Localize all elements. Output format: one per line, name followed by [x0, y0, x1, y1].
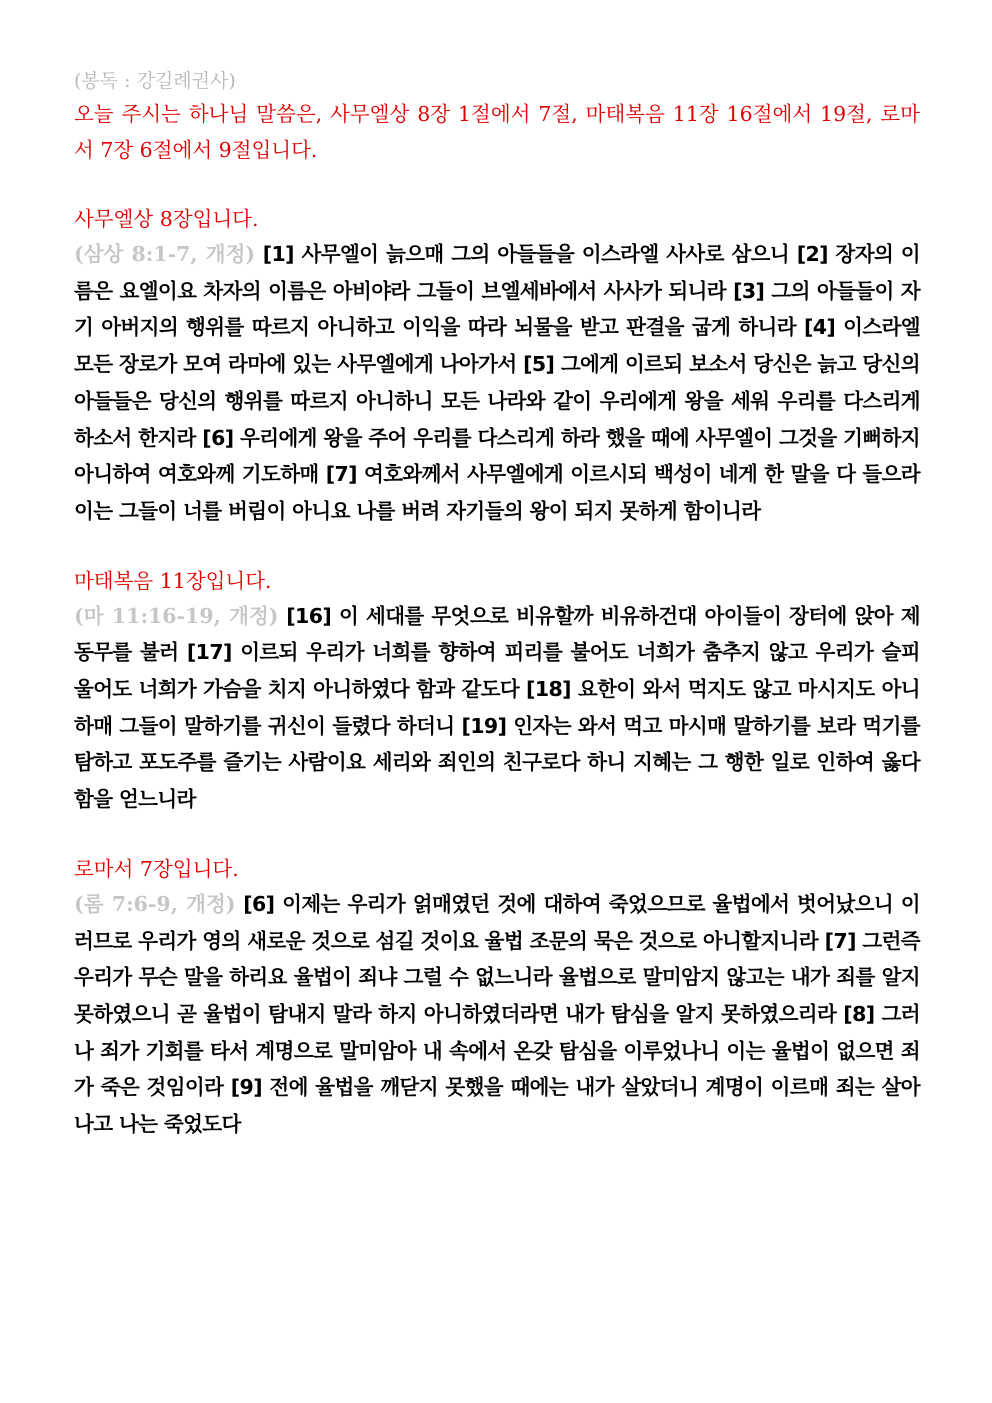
- verse-reference: (마 11:16-19, 개정): [74, 603, 279, 628]
- section-heading: 로마서 7장입니다.: [74, 856, 239, 881]
- verse-paragraph: [74, 236, 920, 530]
- intro-text: 오늘 주시는 하나님 말씀은, 사무엘상 8장 1절에서 7절, 마태복음 11장 16절에서 19절, 로마서 7장 6절에서 9절입니다.: [74, 102, 920, 162]
- verse-text: [16] 이 세대를 무엇으로 비유할까 비유하건대 아이들이 장터에 앉아 제 동무를 불러 [17] 이르되 우리가 너희를 향하여 피리를 불어도 너희가 춤추지 않고 우리가 슬피 울어도 너희가 가슴을 치지 아니하였다 함과 같도다 [18] 요한이 와서 먹지도 않고 마시지도 아니하매 그들이 말하기를 귀신이 들렸다 하더니 [19] 인자는 와서 먹고 마시매 말하기를 보라 먹기를 탐하고 포도주를 즐기는 사람이요 세리와 죄인의 친구로다 하니 지혜는 그 행한 일로 인하여 옳다 함을 얻느니라: [74, 603, 920, 812]
- verse-reference: (삼상 8:1-7, 개정): [74, 242, 256, 266]
- reader-credit: (봉독 : 강길례권사): [74, 70, 236, 92]
- section-heading: 마태복음 11장입니다.: [74, 568, 272, 593]
- verse-text: [1] 사무엘이 늙으매 그의 아들들을 이스라엘 사사로 삼으니 [2] 장자의 이름은 요엘이요 차자의 이름은 아비야라 그들이 브엘세바에서 사사가 되니라 [3] 그의 아들들이 자기 아버지의 행위를 따르지 아니하고 이익을 따라 뇌물을 받고 판결을 굽게 하니라 [4] 이스라엘 모든 장로가 모여 라마에 있는 사무엘에게 나아가서 [5] 그에게 이르되 보소서 당신은 늙고 당신의 아들들은 당신의 행위를 따르지 아니하니 모든 나라와 같이 우리에게 왕을 세워 우리를 다스리게 하소서 한지라 [6] 우리에게 왕을 주어 우리를 다스리게 하라 했을 때에 사무엘이 그것을 기뻐하지 아니하여 여호와께 기도하매 [7] 여호와께서 사무엘에게 이르시되 백성이 네게 한 말을 다 들으라 이는 그들이 너를 버림이 아니요 나를 버려 자기들의 왕이 되지 못하게 함이니라: [74, 242, 920, 523]
- verse-paragraph: [74, 598, 920, 818]
- scripture-section-romans: [74, 852, 920, 1143]
- verse-text: [6] 이제는 우리가 얽매였던 것에 대하여 죽었으므로 율법에서 벗어났으니 이러므로 우리가 영의 새로운 것으로 섬길 것이요 율법 조문의 묵은 것으로 아니할지니라 [7] 그런즉 우리가 무슨 말을 하리요 율법이 죄냐 그럴 수 없느니라 율법으로 말미암지 않고는 내가 죄를 알지 못하였으니 곧 율법이 탐내지 말라 하지 아니하였더라면 내가 탐심을 알지 못하였으리라 [8] 그러나 죄가 기회를 타서 계명으로 말미암아 내 속에서 온갖 탐심을 이루었나니 이는 율법이 없으면 죄가 죽은 것임이라 [9] 전에 율법을 깨닫지 못했을 때에는 내가 살았더니 계명이 이르매 죄는 살아나고 나는 죽었도다: [74, 891, 921, 1137]
- document-page: [74, 66, 920, 1143]
- scripture-section-matthew: [74, 564, 920, 818]
- section-heading: 사무엘상 8장입니다.: [74, 207, 259, 231]
- scripture-section-1samuel: [74, 202, 920, 530]
- verse-paragraph: [74, 886, 920, 1143]
- verse-reference: (롬 7:6-9, 개정): [74, 891, 236, 916]
